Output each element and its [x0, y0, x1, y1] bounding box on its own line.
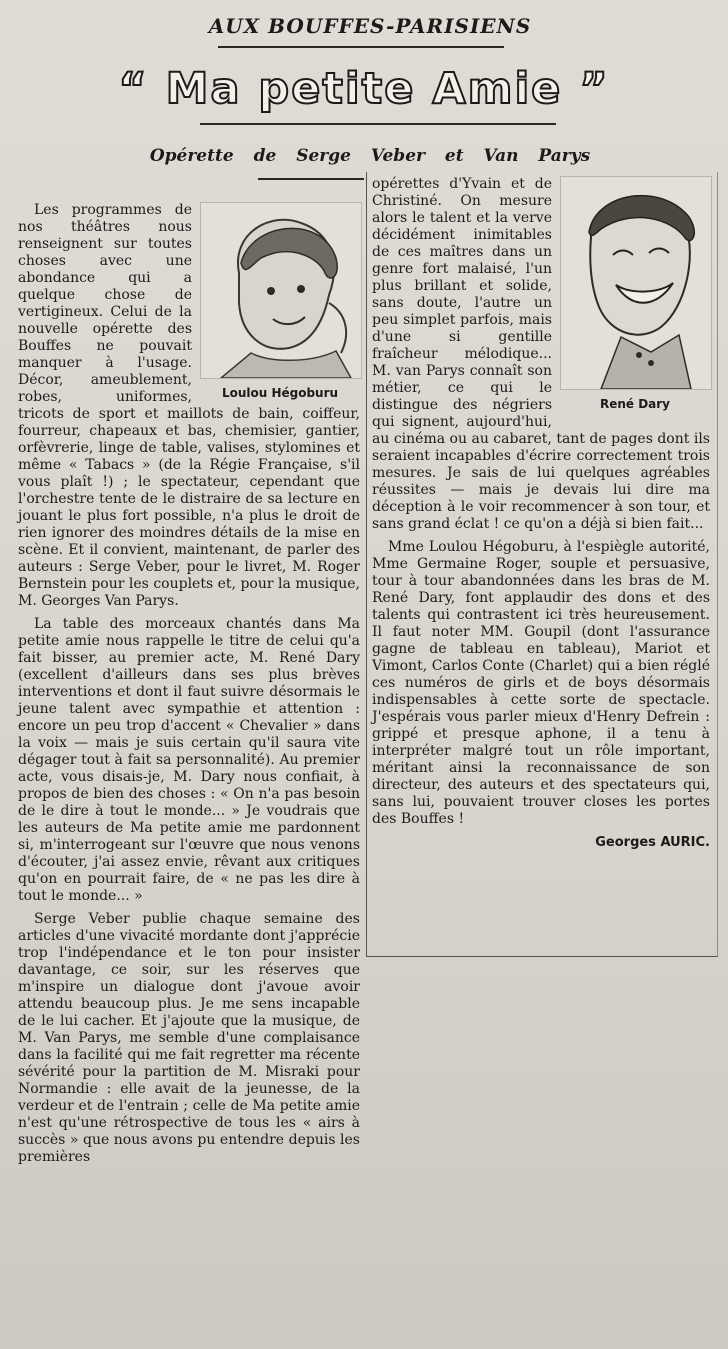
section-kicker: AUX BOUFFES-PARISIENS: [208, 14, 532, 38]
subtitle-rule: [258, 178, 364, 180]
article-subtitle: Opérette de Serge Veber et Van Parys: [149, 146, 591, 166]
left-caption: Loulou Hégoburu: [221, 386, 339, 400]
left-column: [18, 202, 360, 1166]
kicker-rule: [218, 46, 504, 48]
paragraph: La table des morceaux chantés dans Ma petite amie nous rappelle le titre de celui qu'a fait bisser, au premier acte, M. René Dary (excellent d'ailleurs dans ses plus brèves interventions et dont il faut suivre désormais le jeune talent avec sympathie et attention : encore un peu trop d'accent « Chevalier » dans la voix — mais je suis certain qu'il saura vite dégager tout à fait sa personnalité). Au premier acte, vous disais-je, M. Dary nous confiait, à propos de bien des choses : « On n'a pas besoin de le dire à tout le monde... » Je voudrais que les auteurs de Ma petite amie me pardonnent si, m'interrogeant sur l'œuvre que nous venons d'écouter, j'ai assez envie, rêvant aux critiques qu'on en pourrait faire, de « ne pas les dire à tout le monde... »: [18, 616, 360, 904]
portrait-left: [200, 202, 360, 402]
right-column: [372, 176, 710, 851]
article-title: “ Ma petite Amie ”: [118, 64, 610, 114]
signature: Georges AURIC.: [595, 835, 710, 850]
rene-dary-sketch: [560, 176, 712, 390]
loulou-hegoburu-sketch: [200, 202, 362, 379]
paragraph: Serge Veber publie chaque semaine des articles d'une vivacité mordante dont j'apprécie trop l'indépendance et le ton pour insister davantage, ce soir, sur les réserves que m'inspire un dialogue dont j'avoue avoir attendu beaucoup plus. Je me sens incapable de le lui cacher. Et j'ajoute que la musique, de M. Van Parys, me semble d'une complaisance dans la facilité qui me fait regretter ma récente sévérité pour la partition de M. Misraki pour Normandie : elle avait de la jeunesse, de la verdeur et de l'entrain ; celle de Ma petite amie n'est qu'une rétrospective de tous les « airs à succès » que nous avons pu entendre depuis les premières: [18, 911, 360, 1165]
portrait-right: [560, 176, 710, 413]
right-caption: René Dary: [599, 397, 671, 411]
title-rule: [200, 123, 556, 125]
paragraph: Les programmes de nos théâtres nous renseignent sur toutes choses avec une abondance qui a quelque chose de vertigineux. Celui de la nouvelle opérette des Bouffes ne pouvait manquer à l'usage. Décor, ameublement, robes, uniformes, tricots de sport et maillots de bain, coiffeur, fourreur, chapeaux et bas, chemisier, gantier, orfèvrerie, linge de table, valises, stylomines et même « Tabacs » (de la Régie Française, s'il vous plaît !) ; le spectateur, cependant que l'orchestre tente de le distraire de sa lecture en jouant le plus fort possible, n'a plus le droit de rien ignorer des moindres détails de la mise en scène. Et il convient, maintenant, de parler des auteurs : Serge Veber, pour le livret, M. Roger Bernstein pour les couplets et, pour la musique, M. Georges Van Parys.: [18, 202, 360, 609]
paragraph: Mme Loulou Hégoburu, à l'espiègle autorité, Mme Germaine Roger, souple et persuasive, tour à tour abandonnées dans les bras de M. René Dary, font applaudir des dons et des talents qui contrastent ici très heureusement. Il faut noter MM. Goupil (dont l'assurance gagne de tableau en tableau), Mariot et Vimont, Carlos Conte (Charlet) qui a bien réglé ces numéros de girls et de boys désormais indispensables à cette sorte de spectacle. J'espérais vous parler mieux d'Henry Defrein : grippé et presque aphone, il a tenu à interpréter malgré tout un rôle important, méritant ainsi la reconnaissance de son directeur, des auteurs et des spectateurs qui, sans lui, pouvaient trouver closes les portes des Bouffes !: [372, 539, 710, 827]
paragraph: opérettes d'Yvain et de Christiné. On mesure alors le talent et la verve décidément inimitables de ces maîtres dans un genre fort malaisé, l'un plus brillant et solide, sans doute, l'autre un peu simplet parfois, mais d'une si gentille fraîcheur mélodique... M. van Parys connaît son métier, ce qui le distingue des négriers qui signent, aujourd'hui, au cinéma ou au cabaret, tant de pages dont ils seraient incapables d'écrire correctement trois mesures. Je sais de lui quelques agréables réussites — mais je devais lui dire ma déception à le voir recommencer à son tour, et sans grand éclat ! ce qu'on a déjà si bien fait...: [372, 176, 710, 532]
